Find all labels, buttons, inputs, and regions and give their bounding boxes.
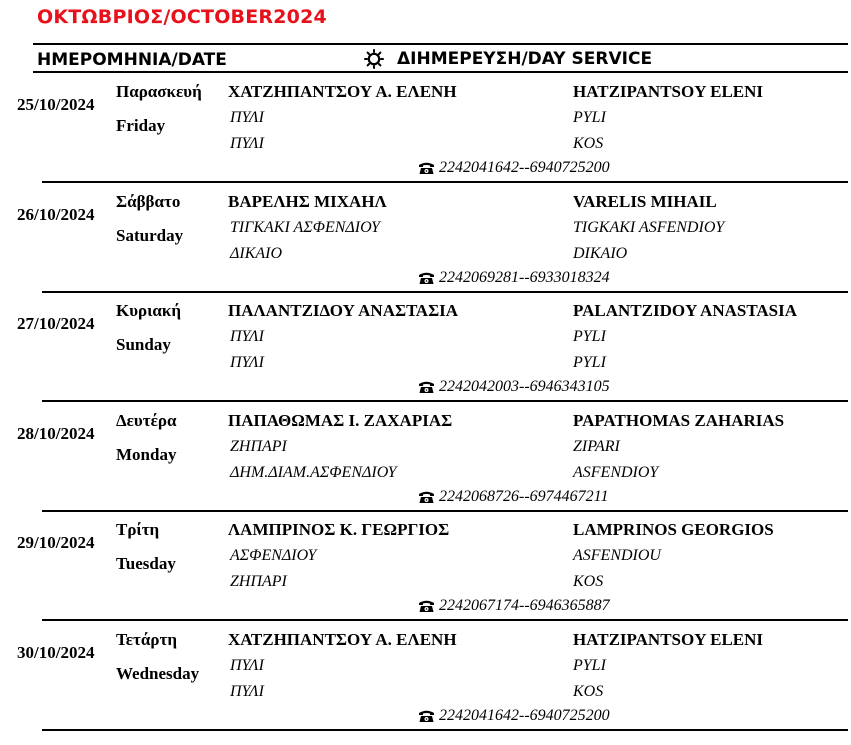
pharmacist-name-greek: ΒΑΡΕΛΗΣ ΜΙΧΑΗΛ [228, 192, 387, 211]
address-greek-line1: ΠΥΛΙ [230, 109, 264, 126]
pharmacist-name-english: PALANTZIDOY ANASTASIA [573, 301, 798, 320]
entry-separator [42, 510, 848, 512]
telephone-icon [418, 380, 435, 394]
address-english-line1: ZIPARI [573, 438, 620, 455]
entry-day-greek: Κυριακή [116, 301, 181, 320]
pharmacist-name-english: PAPATHOMAS ZAHARIAS [573, 411, 785, 430]
telephone-icon [418, 709, 435, 723]
address-english-line2: PYLI [573, 354, 606, 371]
pharmacist-name-english: HATZIPANTSOY ELENI [573, 630, 764, 649]
phone-row [418, 707, 610, 725]
pharmacist-name-english: VARELIS MIHAIL [573, 192, 717, 211]
entry-day-english: Tuesday [116, 554, 176, 573]
schedule-entry [0, 407, 851, 516]
entry-separator [42, 291, 848, 293]
address-greek-line2: ΠΥΛΙ [230, 683, 264, 700]
address-greek-line2: ΠΥΛΙ [230, 354, 264, 371]
address-english-line2: KOS [573, 573, 604, 590]
phone-numbers: 2242042003--6946343105 [439, 378, 610, 395]
header-date-label: ΗΜΕΡΟΜΗΝΙΑ/DATE [37, 50, 227, 70]
address-greek-line1: ΠΥΛΙ [230, 657, 264, 674]
phone-row [418, 269, 610, 287]
entry-separator [42, 729, 848, 731]
pharmacist-name-greek: ΠΑΛΑΝΤΖΙΔΟΥ ΑΝΑΣΤΑΣΙΑ [228, 301, 459, 320]
address-english-line2: KOS [573, 135, 604, 152]
phone-row [418, 378, 610, 396]
pharmacist-name-greek: ΧΑΤΖΗΠΑΝΤΣΟΥ Α. ΕΛΕΝΗ [228, 82, 457, 101]
entry-day-greek: Δευτέρα [116, 411, 177, 430]
schedule-entry [0, 626, 851, 735]
entry-separator [42, 619, 848, 621]
address-english-line2: DIKAIO [573, 245, 628, 262]
address-greek-line2: ΠΥΛΙ [230, 135, 264, 152]
entry-date: 26/10/2024 [17, 205, 95, 224]
phone-numbers: 2242069281--6933018324 [439, 269, 610, 286]
address-english-line1: PYLI [573, 657, 606, 674]
schedule-entry [0, 297, 851, 406]
pharmacist-name-english: HATZIPANTSOY ELENI [573, 82, 764, 101]
header-service-label: ΔΙΗΜΕΡΕΥΣΗ/DAY SERVICE [397, 49, 653, 69]
address-english-line1: TIGKAKI ASFENDIOY [573, 219, 725, 236]
phone-row [418, 488, 608, 506]
phone-row [418, 159, 610, 177]
pharmacist-name-greek: ΠΑΠΑΘΩΜΑΣ Ι. ΖΑΧΑΡΙΑΣ [228, 411, 453, 430]
entry-date: 30/10/2024 [17, 643, 95, 662]
sun-icon [364, 49, 384, 69]
entry-day-greek: Παρασκευή [116, 82, 202, 101]
address-english-line1: PYLI [573, 109, 606, 126]
schedule-entry [0, 516, 851, 625]
entry-separator [42, 400, 848, 402]
phone-numbers: 2242041642--6940725200 [439, 707, 610, 724]
telephone-icon [418, 161, 435, 175]
schedule-entry [0, 78, 851, 187]
entry-date: 29/10/2024 [17, 533, 95, 552]
entry-day-english: Saturday [116, 226, 184, 245]
pharmacist-name-greek: ΧΑΤΖΗΠΑΝΤΣΟΥ Α. ΕΛΕΝΗ [228, 630, 457, 649]
entry-day-english: Wednesday [116, 664, 200, 683]
pharmacist-name-english: LAMPRINOS GEORGIOS [573, 520, 774, 539]
entry-day-greek: Τετάρτη [116, 630, 177, 649]
address-greek-line2: ΖΗΠΑΡΙ [230, 573, 287, 590]
address-english-line1: PYLI [573, 328, 606, 345]
entry-separator [42, 181, 848, 183]
telephone-icon [418, 271, 435, 285]
entry-day-english: Sunday [116, 335, 171, 354]
address-greek-line2: ΔΗΜ.ΔΙΑΜ.ΑΣΦΕΝΔΙΟΥ [230, 464, 397, 481]
phone-numbers: 2242041642--6940725200 [439, 159, 610, 176]
phone-numbers: 2242068726--6974467211 [439, 488, 609, 505]
address-english-line1: ASFENDIOU [573, 547, 661, 564]
entry-day-greek: Τρίτη [116, 520, 160, 539]
phone-row [418, 597, 610, 615]
address-greek-line1: ΤΙΓΚΑΚΙ ΑΣΦΕΝΔΙΟΥ [230, 219, 380, 236]
entry-day-english: Friday [116, 116, 166, 135]
page-title: ΟΚΤΩΒΡΙΟΣ/OCTOBER2024 [37, 6, 327, 28]
schedule-entry [0, 188, 851, 297]
telephone-icon [418, 490, 435, 504]
header-service [364, 49, 652, 69]
entry-date: 27/10/2024 [17, 314, 95, 333]
pharmacist-name-greek: ΛΑΜΠΡΙΝΟΣ Κ. ΓΕΩΡΓΙΟΣ [228, 520, 450, 539]
address-greek-line1: ΠΥΛΙ [230, 328, 264, 345]
entry-date: 25/10/2024 [17, 95, 95, 114]
address-greek-line2: ΔΙΚΑΙΟ [230, 245, 283, 262]
entry-date: 28/10/2024 [17, 424, 95, 443]
header-top-rule [33, 43, 848, 45]
address-english-line2: ASFENDIOY [573, 464, 659, 481]
address-greek-line1: ΑΣΦΕΝΔΙΟΥ [230, 547, 317, 564]
entry-day-english: Monday [116, 445, 177, 464]
header-bottom-rule [33, 71, 848, 73]
address-english-line2: KOS [573, 683, 604, 700]
telephone-icon [418, 599, 435, 613]
entry-day-greek: Σάββατο [116, 192, 181, 211]
address-greek-line1: ΖΗΠΑΡΙ [230, 438, 287, 455]
phone-numbers: 2242067174--6946365887 [439, 597, 610, 614]
